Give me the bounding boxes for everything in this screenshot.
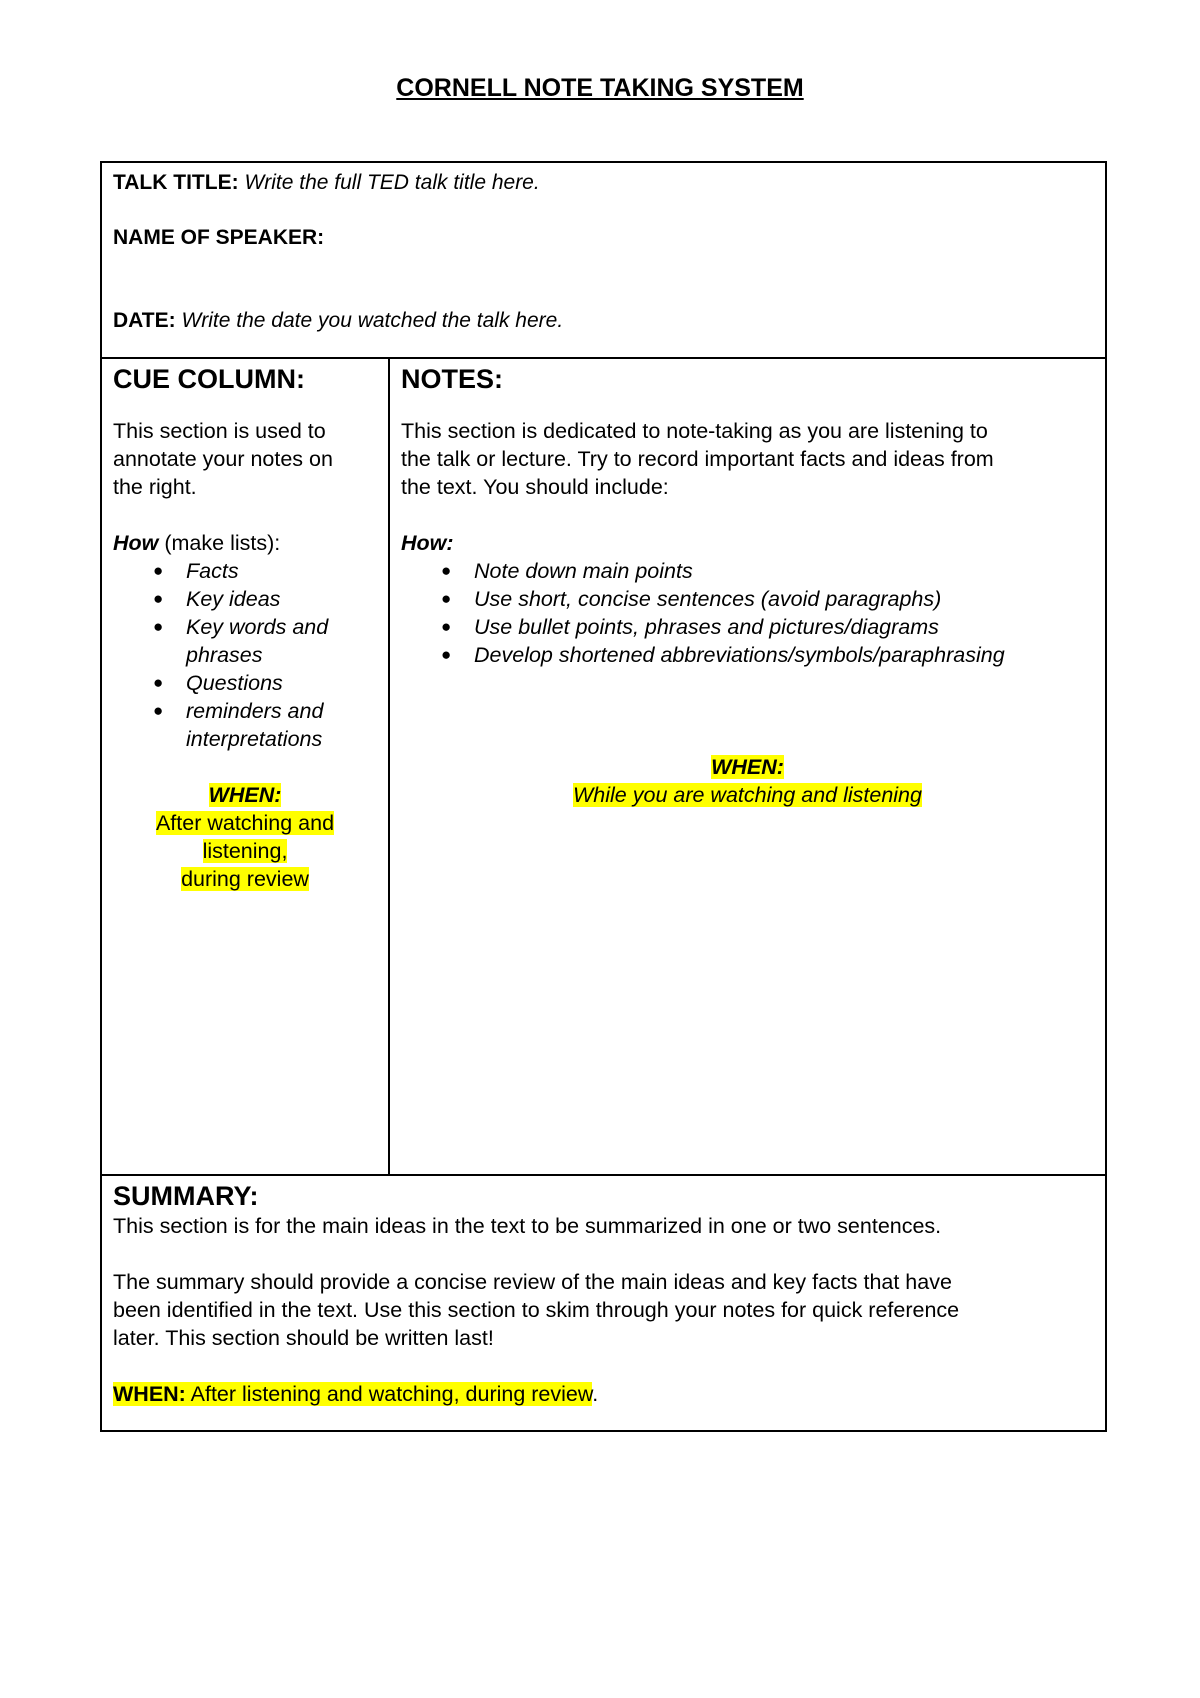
summary-when-end: . <box>592 1382 599 1406</box>
bullet-icon: ● <box>153 589 164 608</box>
notes-when-block <box>401 753 1094 809</box>
cue-how-line <box>113 529 377 557</box>
summary-section <box>100 1174 1107 1432</box>
cue-how-label: How <box>113 531 159 555</box>
list-item: ● Key ideas <box>153 587 281 611</box>
notes-when-label: WHEN: <box>711 755 784 779</box>
speaker-label: NAME OF SPEAKER: <box>113 226 325 249</box>
list-item: ● reminders and interpretations <box>153 699 324 751</box>
notes-how-label: How: <box>401 531 454 555</box>
date-line <box>113 307 1094 335</box>
talk-info-box <box>100 161 1107 359</box>
cue-text-line: This section is used to <box>113 419 326 443</box>
notes-heading: NOTES: <box>401 364 504 394</box>
bullet-icon: ● <box>153 561 164 580</box>
talk-title-value: Write the full TED talk title here. <box>244 171 540 194</box>
bullet-icon: ● <box>441 617 452 636</box>
cue-text-line: annotate your notes on <box>113 447 333 471</box>
date-value: Write the date you watched the talk here. <box>181 309 564 332</box>
list-item: ● Key words and phrases <box>153 615 329 667</box>
notes-text-line: the talk or lecture. Try to record important facts and ideas from <box>401 447 994 471</box>
notes-when-text: While you are watching and listening <box>573 783 922 807</box>
cue-when-line: After watching and <box>155 811 335 835</box>
list-item: ● Facts <box>153 559 239 583</box>
bullet-icon: ● <box>441 561 452 580</box>
summary-when-text: After listening and watching, during review <box>185 1382 593 1406</box>
bullet-icon: ● <box>153 701 164 720</box>
talk-title-line <box>113 169 1094 197</box>
bullet-icon: ● <box>441 645 452 664</box>
date-label: DATE: <box>113 309 176 332</box>
summary-heading: SUMMARY: <box>113 1181 259 1211</box>
list-item: ● Note down main points <box>441 559 693 583</box>
list-item: ● Develop shortened abbreviations/symbols/paraphrasing <box>441 643 1005 667</box>
page-title: CORNELL NOTE TAKING SYSTEM <box>396 74 804 102</box>
cue-when-block <box>113 781 377 893</box>
summary-text-line: been identified in the text. Use this section to skim through your notes for quick reference <box>113 1298 960 1322</box>
bullet-icon: ● <box>153 617 164 636</box>
notes-list <box>401 557 1094 669</box>
notes-text-line: This section is dedicated to note-taking as you are listening to <box>401 419 988 443</box>
summary-text-line: This section is for the main ideas in the text to be summarized in one or two sentences. <box>113 1214 942 1238</box>
list-item: ● Use short, concise sentences (avoid paragraphs) <box>441 587 942 611</box>
talk-title-label: TALK TITLE: <box>113 171 239 194</box>
cue-column <box>100 357 390 1176</box>
summary-text-line: later. This section should be written last! <box>113 1326 494 1350</box>
notes-text-line: the text. You should include: <box>401 475 669 499</box>
list-item: ● Use bullet points, phrases and pictures/diagrams <box>441 615 939 639</box>
cue-when-line: during review <box>181 867 309 891</box>
summary-text-line: The summary should provide a concise review of the main ideas and key facts that have <box>113 1270 952 1294</box>
cue-how-suffix: (make lists): <box>158 531 281 555</box>
cue-column-heading: CUE COLUMN: <box>113 364 305 394</box>
cue-text-line: the right. <box>113 475 197 499</box>
bullet-icon: ● <box>153 673 164 692</box>
cue-when-line: listening, <box>202 839 288 863</box>
cue-when-label: WHEN: <box>208 783 282 807</box>
summary-when-line <box>113 1380 1094 1408</box>
notes-column <box>388 357 1107 1176</box>
list-item: ● Questions <box>153 671 283 695</box>
cue-list <box>113 557 377 753</box>
bullet-icon: ● <box>441 589 452 608</box>
summary-when-label: WHEN: <box>113 1382 186 1406</box>
